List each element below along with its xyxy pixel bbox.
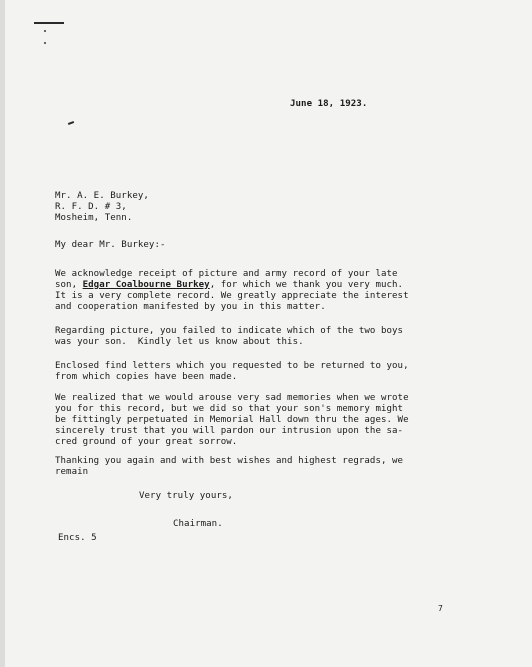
salutation: My dear Mr. Burkey:- xyxy=(55,240,166,250)
corner-stroke-mark xyxy=(34,22,64,24)
recipient-address xyxy=(55,191,149,224)
paragraph-line: be fittingly perpetuated in Memorial Hall down thru the ages. We xyxy=(55,415,409,425)
paragraph-thanks xyxy=(55,456,403,478)
paragraph-text: son, xyxy=(55,280,83,290)
recipient-town: Mosheim, Tenn. xyxy=(55,213,133,223)
closing: Very truly yours, xyxy=(139,491,233,501)
paragraph-picture xyxy=(55,326,403,348)
paragraph-line: and cooperation manifested by you in this matter. xyxy=(55,302,326,312)
paragraph-line: from which copies have been made. xyxy=(55,372,238,382)
paragraph-line: Enclosed find letters which you requested to be returned to you, xyxy=(55,361,409,371)
page-edge xyxy=(0,0,5,667)
letter-date: June 18, 1923. xyxy=(290,99,368,109)
paragraph-line: It is a very complete record. We greatly appreciate the interest xyxy=(55,291,409,301)
signature-title: Chairman. xyxy=(173,519,223,529)
paragraph-receipt xyxy=(55,269,409,313)
paragraph-line: cred ground of your great sorrow. xyxy=(55,437,238,447)
enclosures-note: Encs. 5 xyxy=(58,533,97,543)
recipient-route: R. F. D. # 3, xyxy=(55,202,127,212)
page-mark: 7 xyxy=(438,604,443,613)
paragraph-line: Thanking you again and with best wishes and highest regrads, we xyxy=(55,456,404,466)
paragraph-text: , for which we thank you very much. xyxy=(209,280,404,290)
recipient-name: Mr. A. E. Burkey, xyxy=(55,191,149,201)
paragraph-memories xyxy=(55,393,409,448)
paragraph-line: was your son. Kindly let us know about this. xyxy=(55,337,304,347)
paragraph-line: Regarding picture, you failed to indicate which of the two boys xyxy=(55,326,404,336)
margin-tick-mark xyxy=(68,121,74,125)
corner-dot-mark xyxy=(44,30,46,32)
paragraph-line: remain xyxy=(55,467,89,477)
paragraph-line: We acknowledge receipt of picture and army record of your late xyxy=(55,269,398,279)
paragraph-line xyxy=(55,280,409,291)
paragraph-line: you for this record, but we did so that your son's memory might xyxy=(55,404,404,414)
paragraph-enclosed xyxy=(55,361,409,383)
son-name: Edgar Coalbourne Burkey xyxy=(82,280,210,290)
corner-dot-mark xyxy=(44,42,46,44)
paragraph-line: sincerely trust that you will pardon our intrusion upon the sa- xyxy=(55,426,404,436)
paragraph-line: We realized that we would arouse very sad memories when we wrote xyxy=(55,393,409,403)
